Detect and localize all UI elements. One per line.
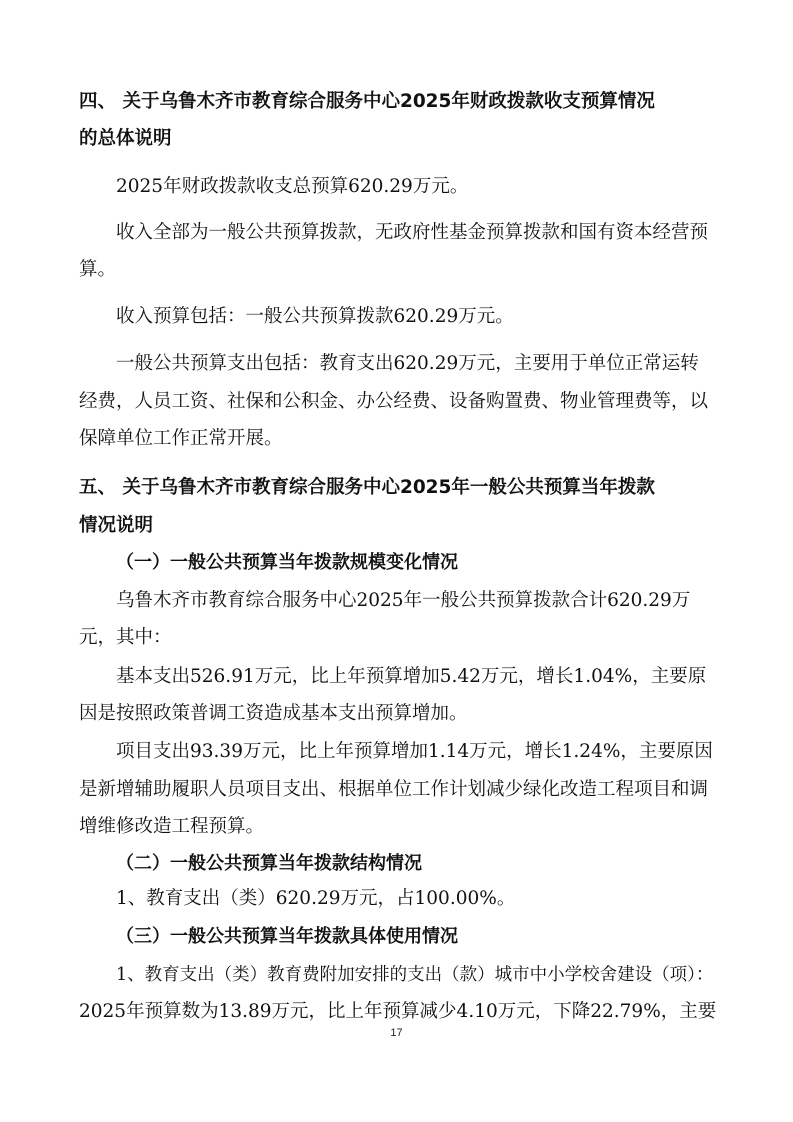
- subsection-1-paragraph-1-line-1: 乌鲁木齐市教育综合服务中心2025年一般公共预算拨款合计620.29万: [116, 590, 691, 611]
- section-4-paragraph-4-line-1: 一般公共预算支出包括：教育支出620.29万元，主要用于单位正常运转: [116, 353, 699, 374]
- subsection-2-heading: （二）一般公共预算当年拨款结构情况: [116, 853, 422, 874]
- section-4-paragraph-2-line-1: 收入全部为一般公共预算拨款，无政府性基金预算拨款和国有资本经营预: [116, 222, 709, 243]
- subsection-1-paragraph-3-line-2: 是新增辅助履职人员项目支出、根据单位工作计划减少绿化改造工程项目和调: [79, 779, 709, 800]
- section-5-heading-line-2: 情况说明: [79, 515, 154, 536]
- subsection-1-paragraph-3-line-1: 项目支出93.39万元，比上年预算增加1.14万元，增长1.24%，主要原因: [116, 741, 713, 762]
- section-4-heading-line-1: 四、 关于乌鲁木齐市教育综合服务中心2025年财政拨款收支预算情况: [79, 91, 655, 112]
- page-number: 17: [390, 1027, 403, 1039]
- subsection-3-paragraph-1-line-1: 1、教育支出（类）教育费附加安排的支出（款）城市中小学校舍建设（项）：: [116, 965, 714, 985]
- section-4-paragraph-3: 收入预算包括：一般公共预算拨款620.29万元。: [116, 306, 514, 327]
- section-4-paragraph-1: 2025年财政拨款收支总预算620.29万元。: [116, 176, 469, 197]
- subsection-1-paragraph-3-line-3: 增维修改造工程预算。: [79, 816, 265, 837]
- subsection-1-heading: （一）一般公共预算当年拨款规模变化情况: [116, 552, 458, 573]
- section-4-paragraph-4-line-3: 保障单位工作正常开展。: [79, 428, 283, 449]
- subsection-1-paragraph-2-line-1: 基本支出526.91万元，比上年预算增加5.42万元，增长1.04%，主要原: [116, 666, 707, 687]
- subsection-2-paragraph-1: 1、教育支出（类）620.29万元，占100.00%。: [116, 888, 516, 909]
- subsection-3-paragraph-1-line-2: 2025年预算数为13.89万元，比上年预算减少4.10万元，下降22.79%，主要: [79, 1001, 717, 1022]
- subsection-3-heading: （三）一般公共预算当年拨款具体使用情况: [116, 926, 458, 947]
- subsection-1-paragraph-2-line-2: 因是按照政策普调工资造成基本支出预算增加。: [79, 703, 468, 724]
- subsection-1-paragraph-1-line-2: 元，其中：: [79, 627, 172, 648]
- section-4-paragraph-4-line-2: 经费，人员工资、社保和公积金、办公经费、设备购置费、物业管理费等，以: [79, 391, 709, 412]
- section-4-heading-line-2: 的总体说明: [79, 128, 172, 149]
- section-4-paragraph-2-line-2: 算。: [79, 259, 117, 280]
- section-5-heading-line-1: 五、 关于乌鲁木齐市教育综合服务中心2025年一般公共预算当年拨款: [79, 477, 655, 498]
